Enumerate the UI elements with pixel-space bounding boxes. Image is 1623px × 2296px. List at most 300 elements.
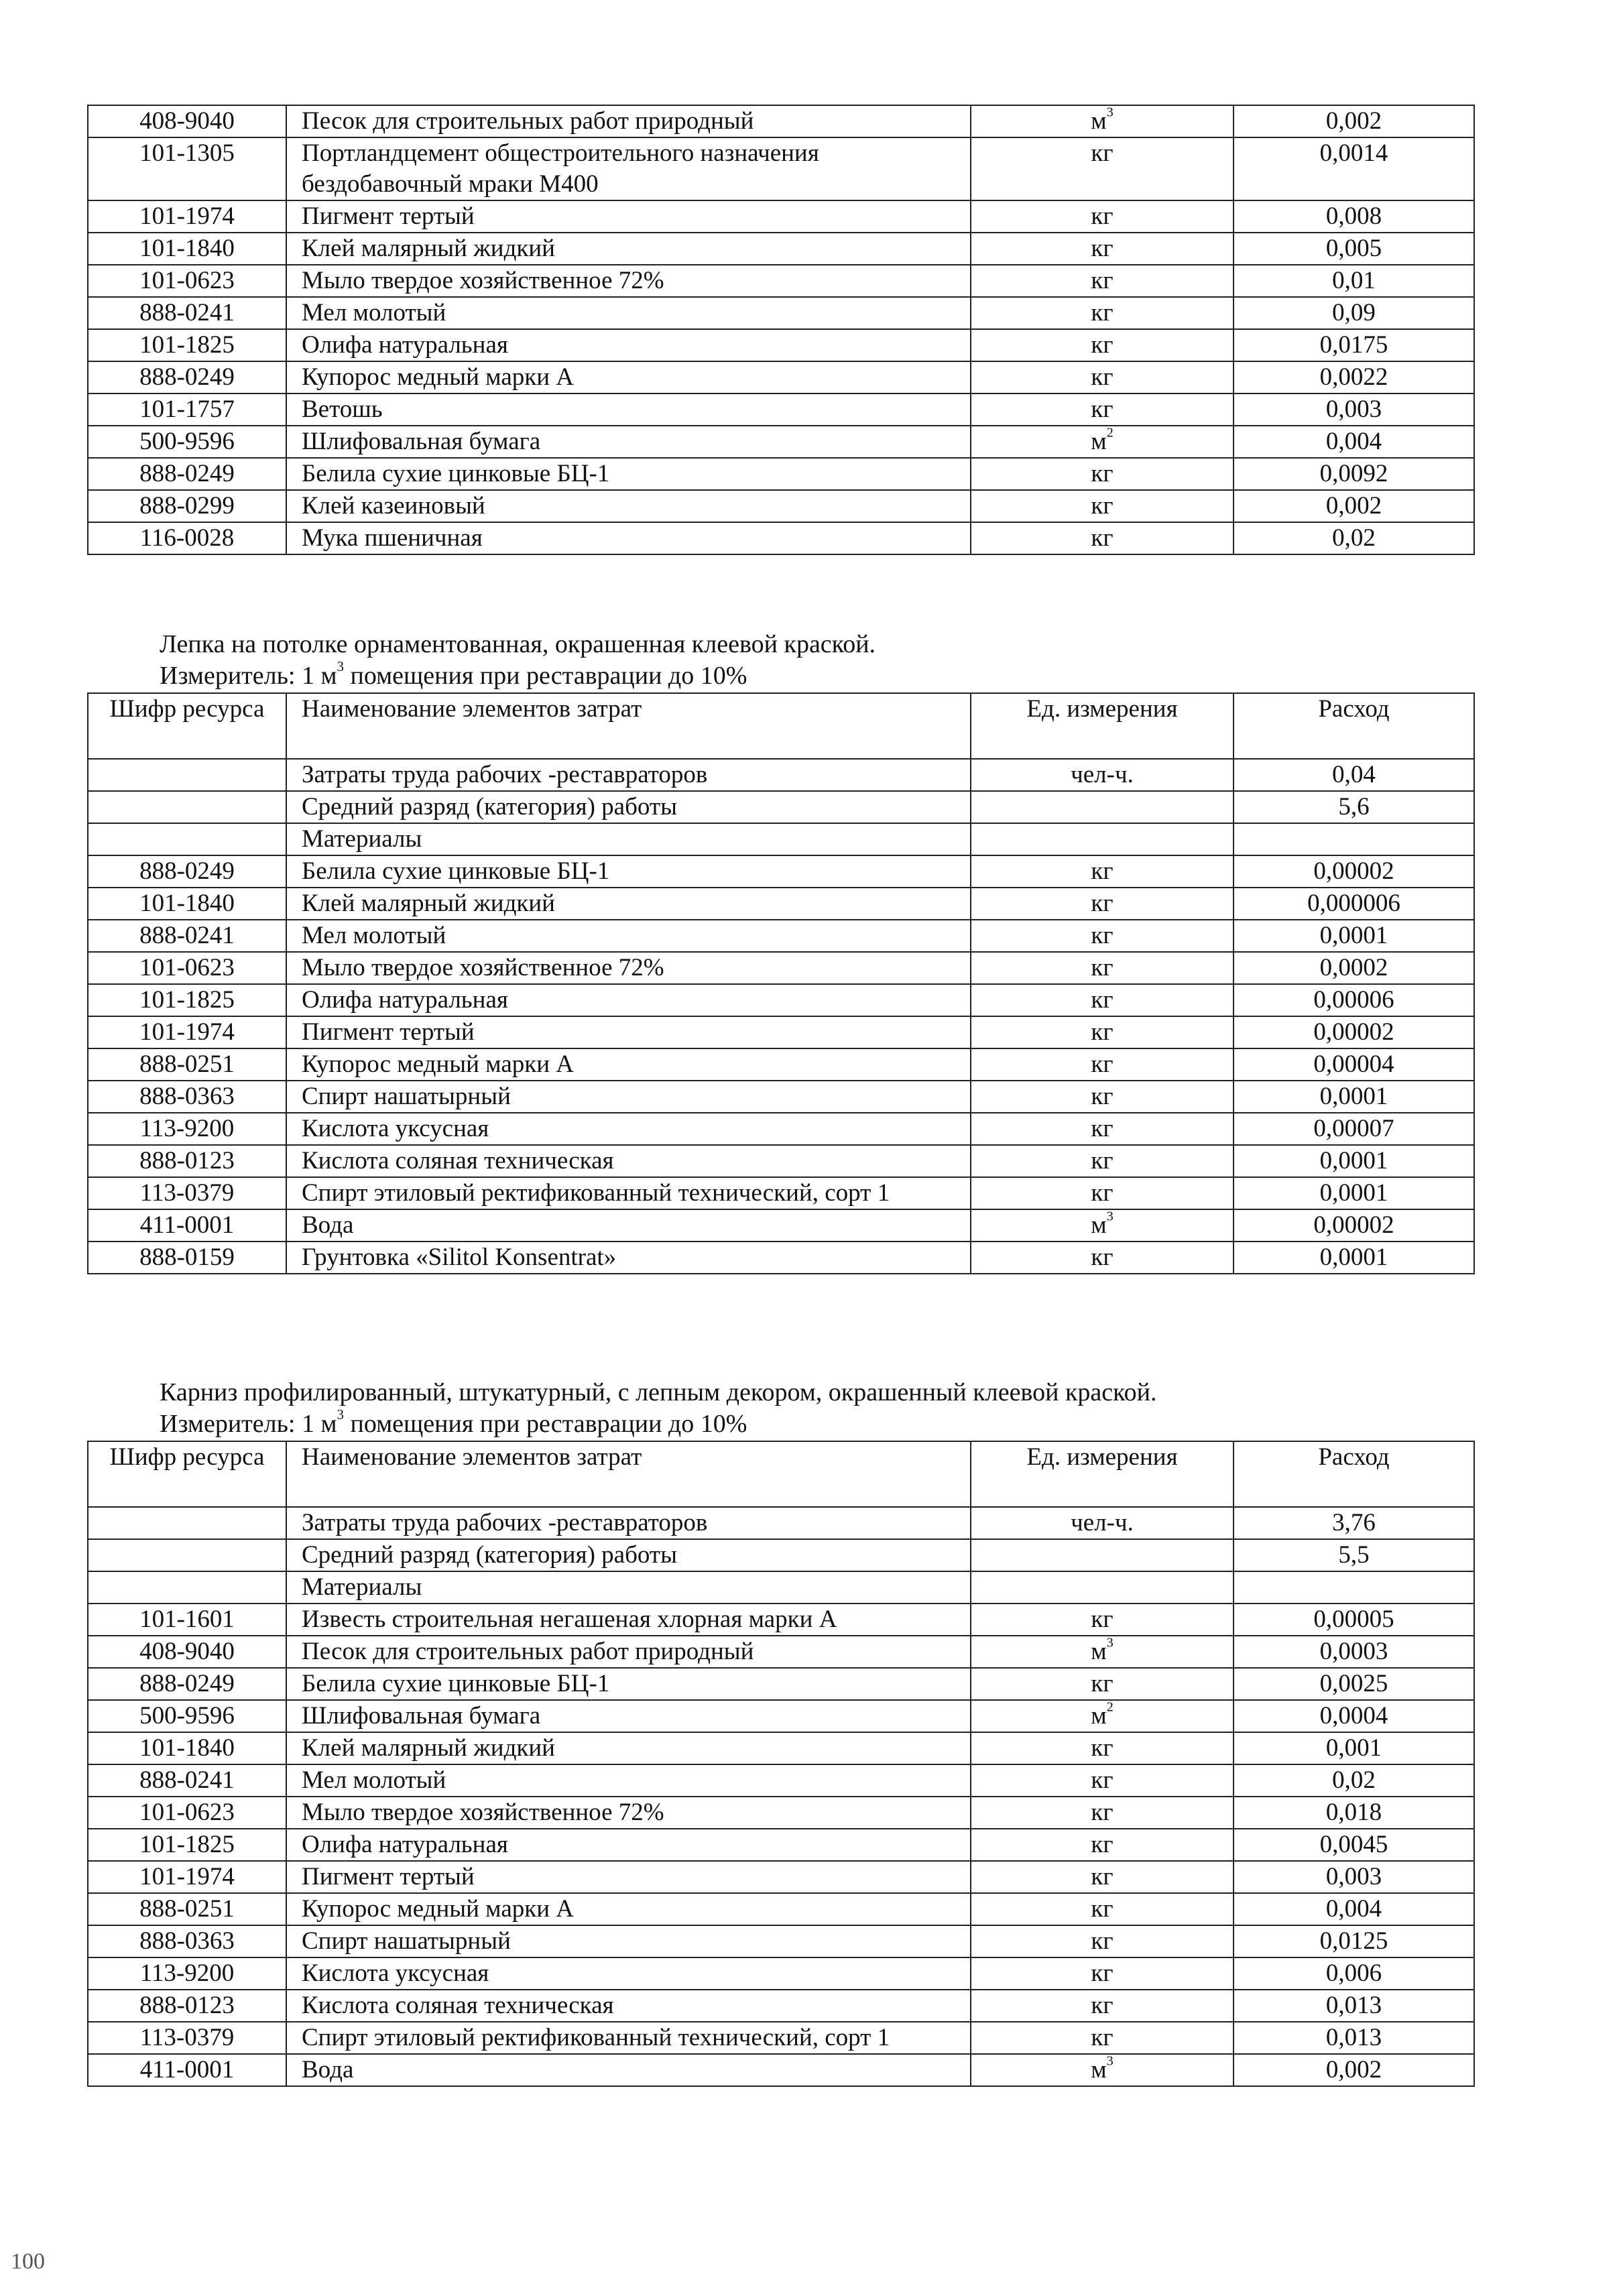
- unit-text: м: [1091, 2056, 1107, 2083]
- cell-qty: [1234, 823, 1474, 855]
- cell-code: 408-9040: [88, 1636, 286, 1668]
- table-row: [88, 426, 1474, 458]
- cell-name: Мыло твердое хозяйственное 72%: [286, 952, 971, 984]
- cell-unit: [971, 1048, 1234, 1081]
- cell-unit: [971, 200, 1234, 233]
- table-row: [88, 1893, 1474, 1925]
- cell-name: Спирт нашатырный: [286, 1081, 971, 1113]
- cell-unit: [971, 1016, 1234, 1048]
- cell-unit: [971, 522, 1234, 554]
- cell-name: Пигмент тертый: [286, 200, 971, 233]
- cell-code: 888-0249: [88, 855, 286, 888]
- table-row: [88, 1177, 1474, 1209]
- cell-qty: 0,00006: [1234, 984, 1474, 1016]
- cell-name: Олифа натуральная: [286, 984, 971, 1016]
- cell-code: 113-9200: [88, 1957, 286, 1990]
- cell-qty: 0,00005: [1234, 1604, 1474, 1636]
- cell-name: Спирт нашатырный: [286, 1925, 971, 1957]
- cell-qty: 0,005: [1234, 233, 1474, 265]
- table-row: [88, 920, 1474, 952]
- cell-code: [88, 759, 286, 791]
- cell-qty: 5,6: [1234, 791, 1474, 823]
- measure-suffix: помещения при реставрации до 10%: [344, 1410, 747, 1438]
- cell-code: 101-1974: [88, 1861, 286, 1893]
- table-row: [88, 1016, 1474, 1048]
- unit-text: кг: [1091, 1895, 1114, 1923]
- cell-qty: 0,0001: [1234, 1081, 1474, 1113]
- cell-unit: [971, 1081, 1234, 1113]
- cell-code: 888-0241: [88, 920, 286, 952]
- cell-name: Затраты труда рабочих -реставраторов: [286, 759, 971, 791]
- cell-unit: [971, 984, 1234, 1016]
- cell-unit: [971, 426, 1234, 458]
- unit-text: кг: [1091, 1927, 1114, 1955]
- cell-qty: 0,0125: [1234, 1925, 1474, 1957]
- unit-text: кг: [1091, 986, 1114, 1014]
- table-row: [88, 1113, 1474, 1145]
- cell-unit: [971, 1829, 1234, 1861]
- unit-exponent: 3: [1106, 1209, 1114, 1224]
- cell-code: 411-0001: [88, 1209, 286, 1242]
- header-code: Шифр ресурса: [88, 693, 286, 759]
- cell-qty: 0,008: [1234, 200, 1474, 233]
- table-row: [88, 2054, 1474, 2086]
- unit-text: кг: [1091, 1115, 1114, 1142]
- unit-text: кг: [1091, 396, 1114, 423]
- cell-unit: [971, 823, 1234, 855]
- cell-code: 101-1840: [88, 1732, 286, 1764]
- cell-name: Спирт этиловый ректификованный технический, сорт 1: [286, 2022, 971, 2054]
- cell-name: Олифа натуральная: [286, 1829, 971, 1861]
- cell-qty: 0,09: [1234, 297, 1474, 329]
- unit-text: кг: [1091, 460, 1114, 487]
- cell-qty: 0,002: [1234, 490, 1474, 522]
- table-row: [88, 791, 1474, 823]
- cell-name: Спирт этиловый ректификованный технический, сорт 1: [286, 1177, 971, 1209]
- cell-unit: [971, 888, 1234, 920]
- cell-qty: 0,0004: [1234, 1700, 1474, 1732]
- table-row: [88, 1925, 1474, 1957]
- section-title: Лепка на потолке орнаментованная, окрашенная клеевой краской.: [160, 630, 876, 658]
- cell-unit: [971, 458, 1234, 490]
- cell-name: Мыло твердое хозяйственное 72%: [286, 1797, 971, 1829]
- cell-qty: 0,0003: [1234, 1636, 1474, 1668]
- cell-qty: 0,001: [1234, 1732, 1474, 1764]
- cell-code: 500-9596: [88, 1700, 286, 1732]
- header-unit: Ед. измерения: [971, 693, 1234, 759]
- cell-code: 888-0363: [88, 1081, 286, 1113]
- unit-text: кг: [1091, 1959, 1114, 1987]
- cell-code: 101-1825: [88, 1829, 286, 1861]
- cell-code: 888-0123: [88, 1990, 286, 2022]
- cell-unit: [971, 1571, 1234, 1604]
- cell-unit: [971, 1925, 1234, 1957]
- page-number: 100: [11, 2249, 45, 2274]
- unit-text: кг: [1091, 1606, 1114, 1633]
- cell-unit: [971, 329, 1234, 361]
- unit-text: кг: [1091, 139, 1114, 167]
- cell-code: 888-0249: [88, 361, 286, 394]
- unit-text: кг: [1091, 524, 1114, 552]
- cell-name: Пигмент тертый: [286, 1016, 971, 1048]
- table-header-row: [88, 1441, 1474, 1507]
- cell-unit: [971, 1957, 1234, 1990]
- cell-unit: [971, 361, 1234, 394]
- table-row: [88, 1539, 1474, 1571]
- cell-name: Шлифовальная бумага: [286, 1700, 971, 1732]
- table-row: [88, 888, 1474, 920]
- cell-name: Вода: [286, 1209, 971, 1242]
- cell-unit: [971, 394, 1234, 426]
- cell-unit: [971, 297, 1234, 329]
- cell-unit: [971, 1209, 1234, 1242]
- table-row: [88, 2022, 1474, 2054]
- cell-unit: [971, 490, 1234, 522]
- cell-name: Грунтовка «Silitol Konsentrat»: [286, 1242, 971, 1274]
- unit-text: м: [1091, 1638, 1107, 1665]
- cell-name: Мыло твердое хозяйственное 72%: [286, 265, 971, 297]
- cell-name: Клей малярный жидкий: [286, 233, 971, 265]
- cell-name: Кислота соляная техническая: [286, 1145, 971, 1177]
- table-row: [88, 1861, 1474, 1893]
- cell-qty: 0,00004: [1234, 1048, 1474, 1081]
- unit-exponent: 3: [1106, 2054, 1114, 2069]
- table-header-row: [88, 693, 1474, 759]
- lepka-resource-table-block: [87, 692, 1475, 1274]
- cell-code: 101-1974: [88, 1016, 286, 1048]
- header-code: Шифр ресурса: [88, 1441, 286, 1507]
- cell-code: 888-0249: [88, 1668, 286, 1700]
- cell-code: 101-1601: [88, 1604, 286, 1636]
- cell-qty: 0,004: [1234, 1893, 1474, 1925]
- cell-qty: 0,004: [1234, 426, 1474, 458]
- cell-unit: [971, 1893, 1234, 1925]
- unit-text: кг: [1091, 1050, 1114, 1078]
- cell-qty: [1234, 1571, 1474, 1604]
- table-row: [88, 1081, 1474, 1113]
- header-name: Наименование элементов затрат: [286, 1441, 971, 1507]
- section-measure: [160, 1408, 747, 1439]
- cell-name: Купорос медный марки А: [286, 1893, 971, 1925]
- cell-name: Известь строительная негашеная хлорная марки А: [286, 1604, 971, 1636]
- cell-code: [88, 791, 286, 823]
- table-row: [88, 1829, 1474, 1861]
- cell-qty: 0,013: [1234, 1990, 1474, 2022]
- table-row: [88, 1700, 1474, 1732]
- cell-name: Средний разряд (категория) работы: [286, 791, 971, 823]
- unit-text: чел-ч.: [1071, 1509, 1134, 1536]
- cell-name: Мука пшеничная: [286, 522, 971, 554]
- cell-unit: [971, 1636, 1234, 1668]
- cell-qty: 0,0014: [1234, 137, 1474, 200]
- cell-unit: [971, 1668, 1234, 1700]
- measure-exponent: 3: [337, 658, 344, 675]
- cell-code: 888-0251: [88, 1893, 286, 1925]
- cell-code: 116-0028: [88, 522, 286, 554]
- cell-qty: 0,04: [1234, 759, 1474, 791]
- table-row: [88, 297, 1474, 329]
- cell-name: Олифа натуральная: [286, 329, 971, 361]
- cell-unit: [971, 1507, 1234, 1539]
- cell-code: 113-9200: [88, 1113, 286, 1145]
- unit-exponent: 2: [1106, 426, 1114, 440]
- cell-qty: 0,0001: [1234, 920, 1474, 952]
- unit-text: кг: [1091, 331, 1114, 359]
- cell-code: 101-1840: [88, 888, 286, 920]
- karniz-resource-table: [87, 1441, 1475, 2087]
- cell-name: Материалы: [286, 1571, 971, 1604]
- cell-code: 500-9596: [88, 426, 286, 458]
- cell-qty: 0,01: [1234, 265, 1474, 297]
- unit-text: кг: [1091, 1018, 1114, 1046]
- cell-unit: [971, 1764, 1234, 1797]
- cell-name: Мел молотый: [286, 297, 971, 329]
- unit-exponent: 3: [1106, 1636, 1114, 1650]
- unit-text: кг: [1091, 922, 1114, 949]
- cell-qty: 0,013: [1234, 2022, 1474, 2054]
- cell-qty: 3,76: [1234, 1507, 1474, 1539]
- cell-name: Вода: [286, 2054, 971, 2086]
- table-row: [88, 759, 1474, 791]
- cell-name: Песок для строительных работ природный: [286, 1636, 971, 1668]
- measure-prefix: Измеритель: 1 м: [160, 1410, 337, 1438]
- table-row: [88, 1571, 1474, 1604]
- unit-text: чел-ч.: [1071, 761, 1134, 788]
- cell-qty: 0,0002: [1234, 952, 1474, 984]
- cell-qty: 5,5: [1234, 1539, 1474, 1571]
- cell-name: Кислота уксусная: [286, 1957, 971, 1990]
- cell-code: 888-0123: [88, 1145, 286, 1177]
- cell-name: Купорос медный марки А: [286, 1048, 971, 1081]
- cell-unit: [971, 1113, 1234, 1145]
- header-unit: Ед. измерения: [971, 1441, 1234, 1507]
- cell-qty: 0,02: [1234, 522, 1474, 554]
- cell-qty: 0,0092: [1234, 458, 1474, 490]
- table-row: [88, 1957, 1474, 1990]
- cell-code: 101-1825: [88, 984, 286, 1016]
- cell-code: 101-1825: [88, 329, 286, 361]
- cell-qty: 0,00002: [1234, 1209, 1474, 1242]
- unit-text: кг: [1091, 1831, 1114, 1858]
- cell-qty: 0,0001: [1234, 1177, 1474, 1209]
- unit-text: кг: [1091, 2024, 1114, 2051]
- cell-unit: [971, 759, 1234, 791]
- cell-qty: 0,006: [1234, 1957, 1474, 1990]
- cell-unit: [971, 137, 1234, 200]
- cell-code: [88, 1539, 286, 1571]
- cell-unit: [971, 1177, 1234, 1209]
- table-row: [88, 265, 1474, 297]
- cell-code: [88, 1507, 286, 1539]
- cell-unit: [971, 2054, 1234, 2086]
- cell-name: Белила сухие цинковые БЦ-1: [286, 458, 971, 490]
- table-row: [88, 490, 1474, 522]
- unit-text: кг: [1091, 1147, 1114, 1174]
- cell-qty: 0,003: [1234, 1861, 1474, 1893]
- cell-name: Белила сухие цинковые БЦ-1: [286, 1668, 971, 1700]
- table-row: [88, 855, 1474, 888]
- cell-name: Белила сухие цинковые БЦ-1: [286, 855, 971, 888]
- cell-qty: 0,0001: [1234, 1145, 1474, 1177]
- unit-text: кг: [1091, 1179, 1114, 1207]
- table-row: [88, 1242, 1474, 1274]
- unit-text: кг: [1091, 1670, 1114, 1697]
- continued-resource-table-block: [87, 105, 1475, 555]
- cell-code: 411-0001: [88, 2054, 286, 2086]
- table-row: [88, 823, 1474, 855]
- cell-qty: 0,003: [1234, 394, 1474, 426]
- table-row: [88, 361, 1474, 394]
- unit-text: м: [1091, 1702, 1107, 1730]
- table-row: [88, 458, 1474, 490]
- cell-qty: 0,018: [1234, 1797, 1474, 1829]
- unit-text: кг: [1091, 1083, 1114, 1110]
- table-row: [88, 394, 1474, 426]
- cell-code: 888-0241: [88, 1764, 286, 1797]
- cell-unit: [971, 952, 1234, 984]
- table-row: [88, 952, 1474, 984]
- unit-text: м: [1091, 1211, 1107, 1239]
- cell-qty: 0,0022: [1234, 361, 1474, 394]
- unit-text: кг: [1091, 299, 1114, 326]
- unit-text: кг: [1091, 202, 1114, 230]
- cell-unit: [971, 2022, 1234, 2054]
- unit-exponent: 3: [1106, 105, 1114, 120]
- table-row: [88, 1764, 1474, 1797]
- cell-code: 101-1840: [88, 233, 286, 265]
- cell-unit: [971, 1604, 1234, 1636]
- cell-code: 888-0249: [88, 458, 286, 490]
- measure-exponent: 3: [337, 1406, 344, 1423]
- cell-code: [88, 1571, 286, 1604]
- cell-qty: 0,0045: [1234, 1829, 1474, 1861]
- cell-name: Ветошь: [286, 394, 971, 426]
- cell-code: 101-0623: [88, 952, 286, 984]
- table-row: [88, 1990, 1474, 2022]
- cell-name: Кислота соляная техническая: [286, 1990, 971, 2022]
- cell-qty: 0,00002: [1234, 1016, 1474, 1048]
- unit-text: м: [1091, 107, 1107, 135]
- cell-qty: 0,002: [1234, 2054, 1474, 2086]
- unit-text: кг: [1091, 1766, 1114, 1794]
- table-row: [88, 1797, 1474, 1829]
- cell-unit: [971, 105, 1234, 137]
- cell-name: Мел молотый: [286, 1764, 971, 1797]
- cell-name: Мел молотый: [286, 920, 971, 952]
- continued-resource-table: [87, 105, 1475, 555]
- section-title: Карниз профилированный, штукатурный, с лепным декором, окрашенный клеевой краской.: [160, 1378, 1157, 1406]
- unit-text: кг: [1091, 1992, 1114, 2019]
- cell-unit: [971, 265, 1234, 297]
- cell-name: Клей малярный жидкий: [286, 1732, 971, 1764]
- cell-name: Материалы: [286, 823, 971, 855]
- table-row: [88, 1145, 1474, 1177]
- cell-unit: [971, 1242, 1234, 1274]
- cell-code: 888-0251: [88, 1048, 286, 1081]
- cell-unit: [971, 920, 1234, 952]
- measure-suffix: помещения при реставрации до 10%: [344, 662, 747, 690]
- table-row: [88, 522, 1474, 554]
- cell-code: 888-0363: [88, 1925, 286, 1957]
- table-row: [88, 1668, 1474, 1700]
- unit-exponent: 2: [1106, 1700, 1114, 1715]
- cell-code: 888-0299: [88, 490, 286, 522]
- cell-code: [88, 823, 286, 855]
- cell-unit: [971, 1990, 1234, 2022]
- cell-code: 101-1974: [88, 200, 286, 233]
- table-row: [88, 329, 1474, 361]
- table-row: [88, 200, 1474, 233]
- cell-name: Шлифовальная бумага: [286, 426, 971, 458]
- cell-name: Клей малярный жидкий: [286, 888, 971, 920]
- cell-code: 408-9040: [88, 105, 286, 137]
- unit-text: кг: [1091, 267, 1114, 294]
- table-row: [88, 1636, 1474, 1668]
- cell-name: Кислота уксусная: [286, 1113, 971, 1145]
- unit-text: кг: [1091, 363, 1114, 391]
- table-row: [88, 1604, 1474, 1636]
- cell-qty: 0,0001: [1234, 1242, 1474, 1274]
- section-measure: [160, 660, 747, 691]
- cell-name: Средний разряд (категория) работы: [286, 1539, 971, 1571]
- cell-unit: [971, 855, 1234, 888]
- header-qty: Расход: [1234, 1441, 1474, 1507]
- cell-qty: 0,00002: [1234, 855, 1474, 888]
- table-row: [88, 1209, 1474, 1242]
- unit-text: кг: [1091, 1863, 1114, 1890]
- cell-unit: [971, 791, 1234, 823]
- cell-qty: 0,0025: [1234, 1668, 1474, 1700]
- unit-text: кг: [1091, 1734, 1114, 1762]
- cell-code: 101-0623: [88, 1797, 286, 1829]
- cell-name: Затраты труда рабочих -реставраторов: [286, 1507, 971, 1539]
- cell-name: Песок для строительных работ природный: [286, 105, 971, 137]
- cell-code: 113-0379: [88, 2022, 286, 2054]
- header-qty: Расход: [1234, 693, 1474, 759]
- unit-text: кг: [1091, 235, 1114, 262]
- cell-unit: [971, 1797, 1234, 1829]
- karniz-resource-table-block: [87, 1441, 1475, 2087]
- cell-qty: 0,02: [1234, 1764, 1474, 1797]
- cell-unit: [971, 1861, 1234, 1893]
- table-row: [88, 233, 1474, 265]
- cell-unit: [971, 233, 1234, 265]
- cell-unit: [971, 1732, 1234, 1764]
- table-row: [88, 1732, 1474, 1764]
- table-row: [88, 105, 1474, 137]
- lepka-resource-table: [87, 692, 1475, 1274]
- cell-qty: 0,002: [1234, 105, 1474, 137]
- unit-text: кг: [1091, 492, 1114, 520]
- table-row: [88, 1507, 1474, 1539]
- unit-text: м: [1091, 428, 1107, 455]
- table-row: [88, 137, 1474, 200]
- cell-code: 113-0379: [88, 1177, 286, 1209]
- cell-code: 101-1757: [88, 394, 286, 426]
- unit-text: кг: [1091, 1244, 1114, 1271]
- table-row: [88, 984, 1474, 1016]
- unit-text: кг: [1091, 857, 1114, 885]
- cell-unit: [971, 1539, 1234, 1571]
- cell-unit: [971, 1145, 1234, 1177]
- cell-qty: 0,000006: [1234, 888, 1474, 920]
- cell-code: 101-1305: [88, 137, 286, 200]
- cell-qty: 0,0175: [1234, 329, 1474, 361]
- cell-code: 888-0241: [88, 297, 286, 329]
- table-row: [88, 1048, 1474, 1081]
- cell-code: 101-0623: [88, 265, 286, 297]
- unit-text: кг: [1091, 890, 1114, 917]
